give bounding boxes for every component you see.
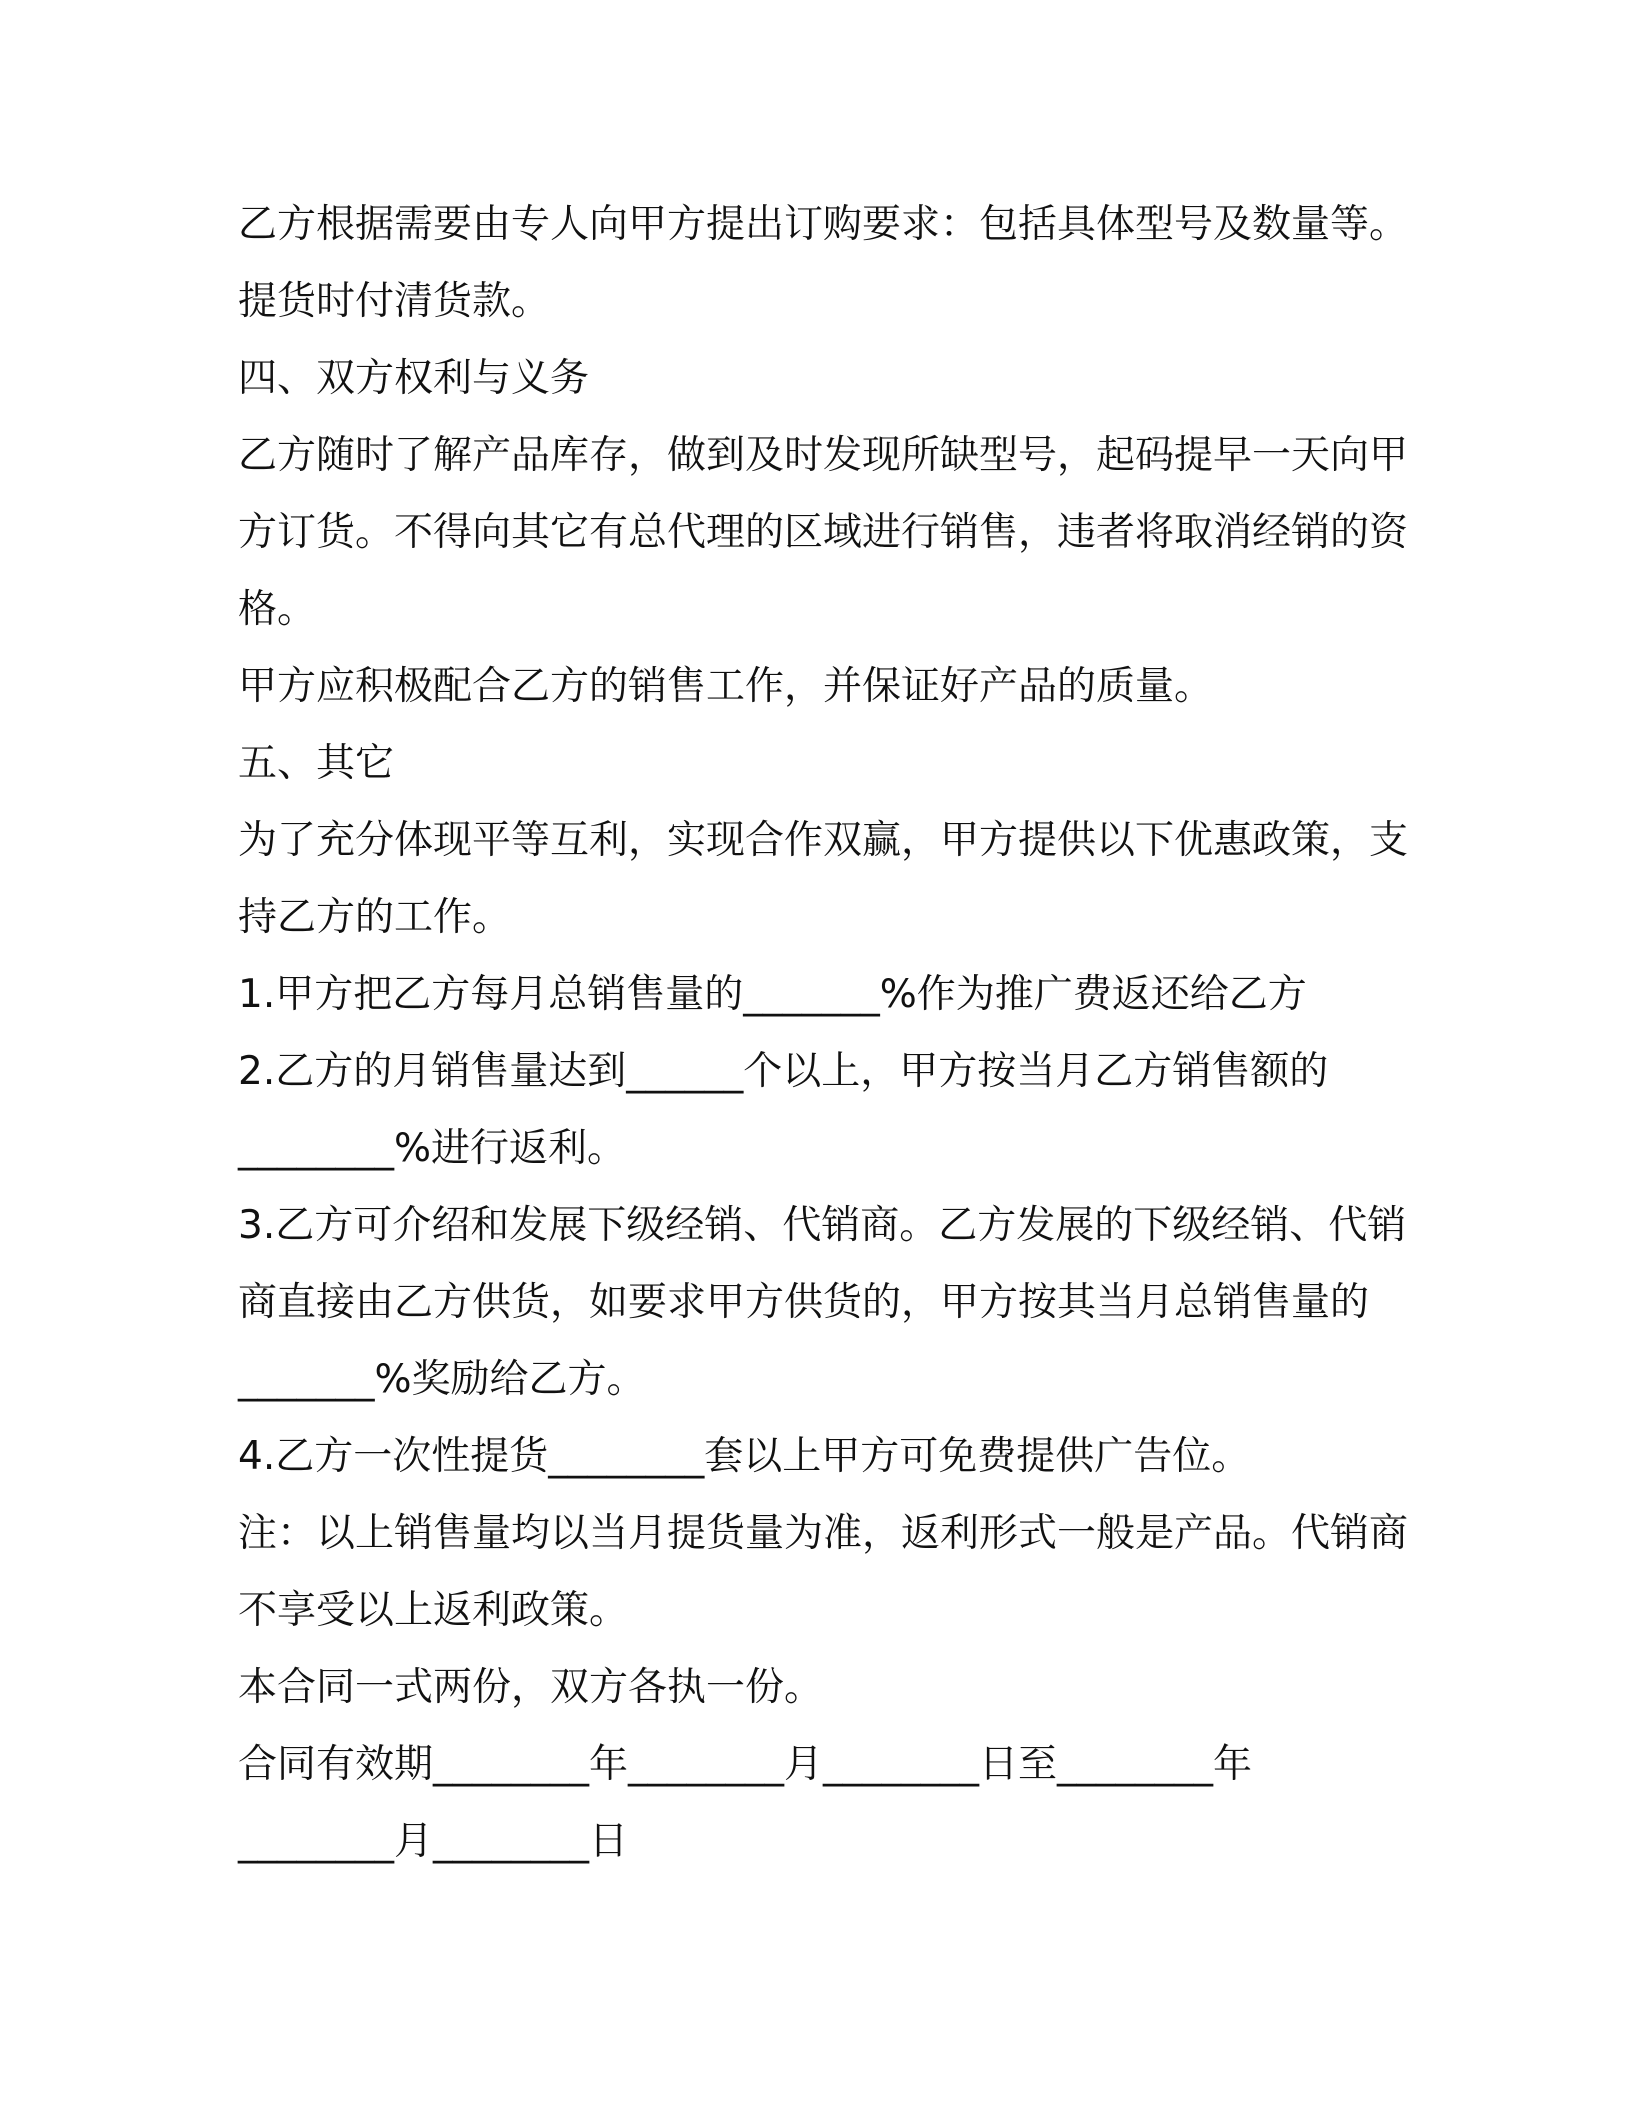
paragraph-contract-copies: 本合同一式两份，双方各执一份。: [238, 1665, 824, 1710]
paragraph-inventory-awareness-line-1: 乙方随时了解产品库存，做到及时发现所缺型号，起码提早一天向甲: [238, 433, 1409, 478]
policy-item-2-line-2: ________%进行返利。: [238, 1126, 627, 1171]
paragraph-ordering-requirements: 乙方根据需要由专人向甲方提出订购要求：包括具体型号及数量等。: [238, 202, 1409, 247]
policy-item-4: 4.乙方一次性提货________套以上甲方可免费提供广告位。: [238, 1434, 1251, 1479]
policy-item-2-line-1: 2.乙方的月销售量达到______个以上，甲方按当月乙方销售额的: [238, 1049, 1329, 1094]
paragraph-payment-on-pickup: 提货时付清货款。: [238, 279, 551, 324]
paragraph-inventory-awareness-line-3: 格。: [238, 587, 317, 632]
contract-validity-line-1: 合同有效期________年________月________日至________年: [238, 1742, 1253, 1787]
paragraph-inventory-awareness-line-2: 方订货。不得向其它有总代理的区域进行销售，违者将取消经销的资: [238, 510, 1409, 555]
policy-item-3-line-1: 3.乙方可介绍和发展下级经销、代销商。乙方发展的下级经销、代销: [238, 1203, 1407, 1248]
note-line-2: 不享受以上返利政策。: [238, 1588, 629, 1633]
paragraph-preferential-policy-line-1: 为了充分体现平等互利，实现合作双赢，甲方提供以下优惠政策，支: [238, 818, 1409, 863]
policy-item-3-line-3: _______%奖励给乙方。: [238, 1357, 646, 1402]
contract-validity-line-2: ________月________日: [238, 1819, 629, 1864]
paragraph-preferential-policy-line-2: 持乙方的工作。: [238, 895, 512, 940]
paragraph-party-a-cooperation: 甲方应积极配合乙方的销售工作，并保证好产品的质量。: [238, 664, 1214, 709]
policy-item-3-line-2: 商直接由乙方供货，如要求甲方供货的，甲方按其当月总销售量的: [238, 1280, 1370, 1325]
document-body: [238, 186, 1409, 1880]
note-line-1: 注：以上销售量均以当月提货量为准，返利形式一般是产品。代销商: [238, 1511, 1409, 1556]
policy-item-1: 1.甲方把乙方每月总销售量的_______%作为推广费返还给乙方: [238, 972, 1307, 1017]
section-heading-others: 五、其它: [238, 741, 395, 786]
section-heading-rights-obligations: 四、双方权利与义务: [238, 356, 590, 401]
